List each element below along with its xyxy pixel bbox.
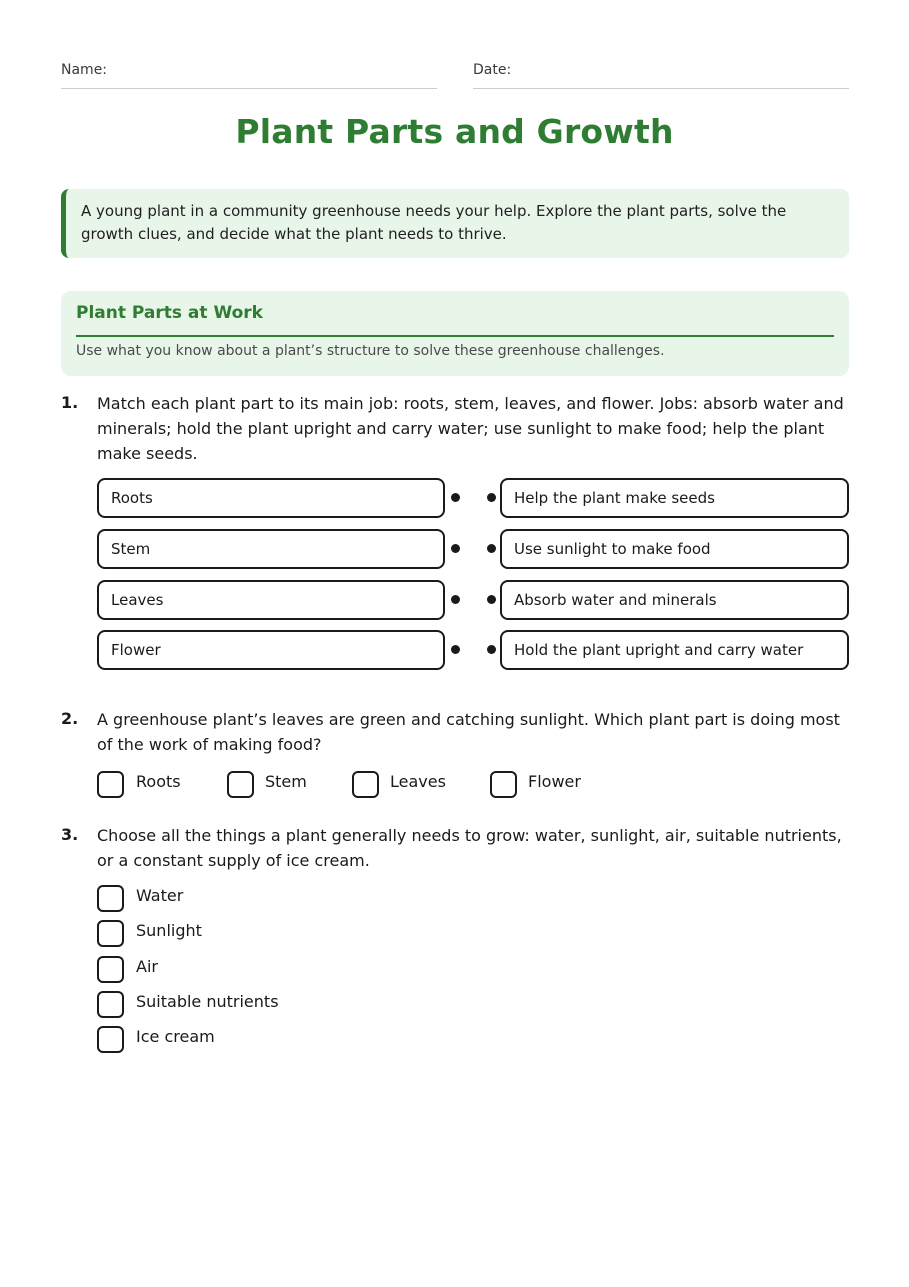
match-left-dot[interactable] (451, 544, 460, 553)
match-right-make-seeds[interactable]: Help the plant make seeds (500, 478, 849, 518)
match-right-absorb-water[interactable]: Absorb water and minerals (500, 580, 849, 620)
match-right-make-food[interactable]: Use sunlight to make food (500, 529, 849, 569)
option-leaves-label: Leaves (390, 772, 446, 791)
match-right-hold-upright[interactable]: Hold the plant upright and carry water (500, 630, 849, 670)
option-air-label: Air (136, 957, 158, 976)
option-roots-checkbox[interactable] (97, 771, 124, 798)
date-field[interactable] (473, 61, 849, 89)
option-sunlight-label: Sunlight (136, 921, 202, 940)
match-right-dot[interactable] (487, 544, 496, 553)
match-left-dot[interactable] (451, 595, 460, 604)
name-label: Name: (61, 62, 108, 78)
match-right-dot[interactable] (487, 645, 496, 654)
name-field[interactable] (61, 61, 437, 89)
question-3-text: Choose all the things a plant generally needs to grow: water, sunlight, air, suitable nutrients, or a constant supply of ice cream. (97, 826, 842, 870)
option-nutrients-label: Suitable nutrients (136, 992, 279, 1011)
section-header (61, 291, 849, 376)
match-left-leaves[interactable]: Leaves (97, 580, 445, 620)
question-2-text: A greenhouse plant’s leaves are green and catching sunlight. Which plant part is doing most of the work of making food? (97, 710, 840, 754)
option-flower-checkbox[interactable] (490, 771, 517, 798)
match-right-dot[interactable] (487, 595, 496, 604)
option-ice-cream-checkbox[interactable] (97, 1026, 124, 1053)
section-subtitle: Use what you know about a plant’s structure to solve these greenhouse challenges. (76, 343, 665, 359)
option-water-checkbox[interactable] (97, 885, 124, 912)
section-title: Plant Parts at Work (76, 303, 263, 323)
page-title: Plant Parts and Growth (235, 112, 674, 151)
option-nutrients-checkbox[interactable] (97, 991, 124, 1018)
match-left-roots[interactable]: Roots (97, 478, 445, 518)
match-left-stem[interactable]: Stem (97, 529, 445, 569)
match-right-dot[interactable] (487, 493, 496, 502)
option-roots-label: Roots (136, 772, 181, 791)
date-label: Date: (473, 62, 512, 78)
section-divider (76, 335, 834, 337)
match-left-flower[interactable]: Flower (97, 630, 445, 670)
question-1-text: Match each plant part to its main job: roots, stem, leaves, and flower. Jobs: absorb water and minerals; hold the plant upright and carry water; use sunlight to make food; help the plant make seeds. (97, 394, 844, 463)
option-stem-checkbox[interactable] (227, 771, 254, 798)
option-water-label: Water (136, 886, 184, 905)
option-flower-label: Flower (528, 772, 581, 791)
option-leaves-checkbox[interactable] (352, 771, 379, 798)
intro-callout: A young plant in a community greenhouse needs your help. Explore the plant parts, solve the growth clues, and decide what the plant needs to thrive. (61, 189, 849, 258)
question-2-number: 2. (61, 709, 79, 728)
option-stem-label: Stem (265, 772, 307, 791)
question-1-number: 1. (61, 393, 79, 412)
option-air-checkbox[interactable] (97, 956, 124, 983)
match-left-dot[interactable] (451, 645, 460, 654)
option-sunlight-checkbox[interactable] (97, 920, 124, 947)
question-3-number: 3. (61, 825, 79, 844)
option-ice-cream-label: Ice cream (136, 1027, 215, 1046)
match-left-dot[interactable] (451, 493, 460, 502)
